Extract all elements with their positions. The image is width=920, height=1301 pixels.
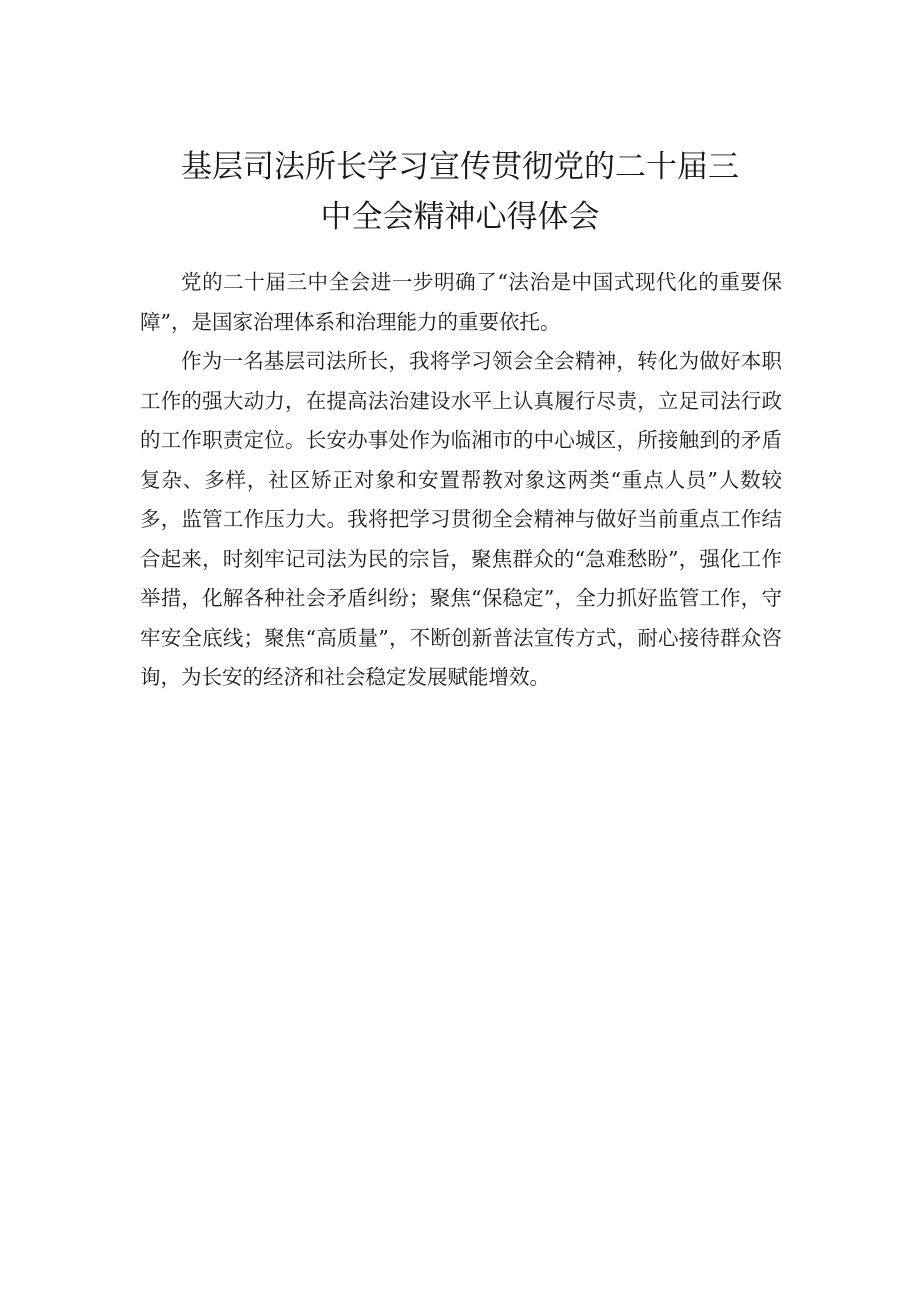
- paragraph-2: 作为一名基层司法所长，我将学习领会全会精神，转化为做好本职工作的强大动力，在提高法治建设水平上认真履行尽责，立足司法行政的工作职责定位。长安办事处作为临湘市的中心城区，所接触到的矛盾复杂、多样，社区矫正对象和安置帮教对象这两类“重点人员”人数较多，监管工作压力大。我将把学习贯彻全会精神与做好当前重点工作结合起来，时刻牢记司法为民的宗旨，聚焦群众的“急难愁盼”，强化工作举措，化解各种社会矛盾纠纷；聚焦“保稳定”，全力抓好监管工作，守牢安全底线；聚焦“高质量”，不断创新普法宣传方式，耐心接待群众咨询，为长安的经济和社会稳定发展赋能增效。: [140, 349, 782, 689]
- title-line-1: 基层司法所长学习宣传贯彻党的二十届三: [181, 149, 739, 185]
- paragraph-1: 党的二十届三中全会进一步明确了“法治是中国式现代化的重要保障”，是国家治理体系和治理能力的重要依托。: [140, 270, 782, 334]
- document-body: [140, 263, 782, 698]
- title-line-2: 中全会精神心得体会: [320, 199, 600, 235]
- document-title: [140, 142, 780, 242]
